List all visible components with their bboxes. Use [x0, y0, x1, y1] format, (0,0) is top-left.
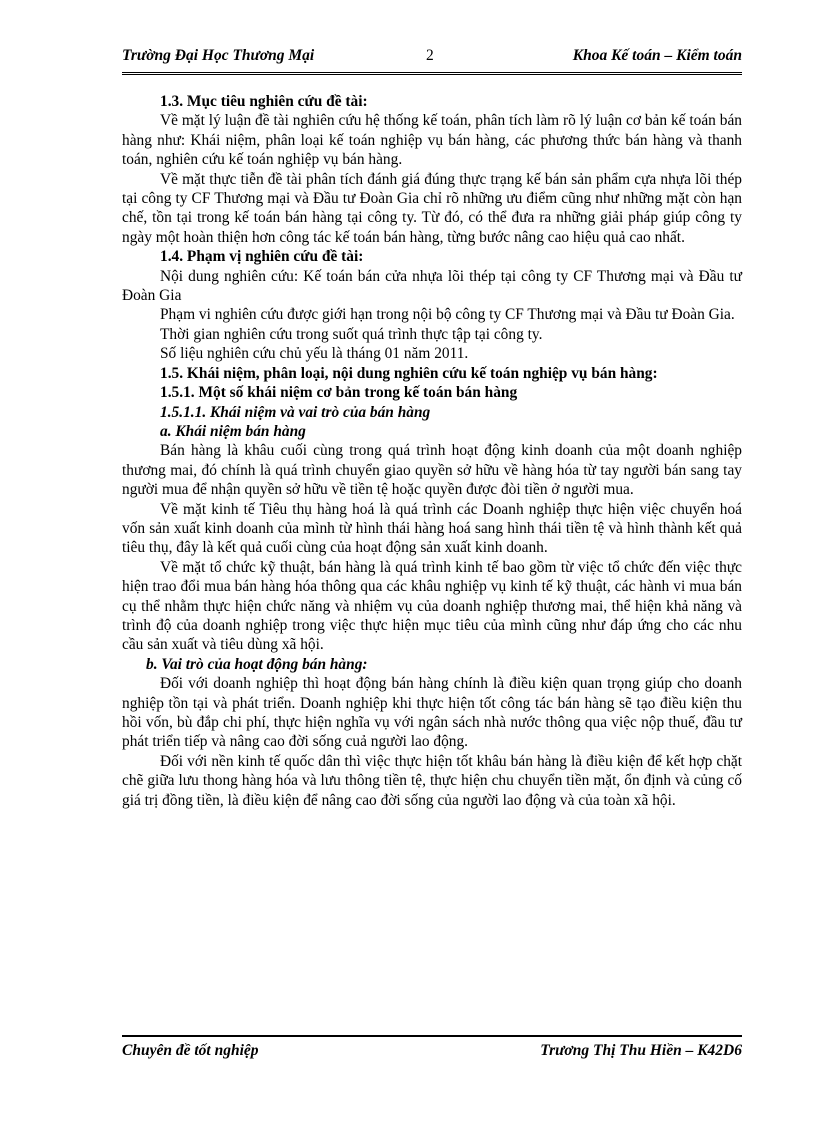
paragraph: Bán hàng là khâu cuối cùng trong quá trình hoạt động kinh doanh của một doanh nghiệp thương mai, đó chính là quá trình chuyển giao quyền sở hữu về hàng hóa từ tay người bán sang tay người mua để nhận quyền sở hữu về tiền tệ hoặc quyền được đòi tiền ở người mua. [122, 442, 742, 499]
page-number: 2 [426, 47, 434, 64]
page-footer [122, 1042, 742, 1064]
paragraph: Phạm vi nghiên cứu được giới hạn trong nội bộ công ty CF Thương mại và Đầu tư Đoàn Gia. [160, 306, 735, 324]
page-header [122, 47, 742, 69]
section-1-5-title: 1.5. Khái niệm, phân loại, nội dung nghiên cứu kế toán nghiệp vụ bán hàng: [160, 364, 658, 382]
document-body [122, 92, 742, 810]
section-1-5-1-title: 1.5.1. Một số khái niệm cơ bản trong kế toán bán hàng [160, 384, 518, 402]
section-1-5-1-1-title: 1.5.1.1. Khái niệm và vai trò của bán hàng [160, 403, 431, 421]
header-faculty: Khoa Kế toán – Kiểm toán [572, 47, 742, 64]
footer-document-type: Chuyên đề tốt nghiệp [122, 1042, 259, 1059]
section-1-3-title: 1.3. Mục tiêu nghiên cứu đề tài: [160, 93, 368, 110]
paragraph: Về mặt thực tiễn đề tài phân tích đánh giá đúng thực trạng kế bán sản phẩm cựa nhựa lõi thép tại công ty CF Thương mại và Đầu tư Đoàn Gia chỉ rõ những ưu điểm cũng như những mặt còn hạn chế, tồn tại trong kế toán bán hàng tại công ty. Từ đó, có thể đưa ra những giải pháp giúp công ty ngày một hoàn thiện hơn công tác kế toán bán hàng, từng bước nâng cao hiệu quả cao nhất. [122, 170, 742, 246]
paragraph: Thời gian nghiên cứu trong suốt quá trình thực tập tại công ty. [160, 325, 543, 343]
paragraph: Đối với doanh nghiệp thì hoạt động bán hàng chính là điều kiện quan trọng giúp cho doanh nghiệp tồn tại và phát triển. Doanh nghiệp khi thực hiện tốt công tác bán hàng sẽ tạo điều kiện thu hồi vốn, bù đắp chi phí, thực hiện nghĩa vụ với ngân sách nhà nước thông qua việc nộp thuế, đầu tư phát triển tiếp và nâng cao đời sống cuả người lao động. [122, 675, 742, 751]
header-university: Trường Đại Học Thương Mại [122, 47, 315, 64]
paragraph: Số liệu nghiên cứu chủ yếu là tháng 01 năm 2011. [160, 345, 469, 363]
paragraph: Về mặt lý luận đề tài nghiên cứu hệ thống kế toán, phân tích làm rõ lý luận cơ bản kế toán bán hàng như: Khái niệm, phân loại kế toán nghiệp vụ bán hàng, các phương thức bán hàng và thanh toán, nghiên cứu kế toán nghiệp vụ bán hàng. [122, 112, 742, 169]
header-rule [122, 72, 742, 75]
footer-rule [122, 1035, 742, 1037]
paragraph: Về mặt tổ chức kỹ thuật, bán hàng là quá trình kinh tế bao gồm từ việc tổ chức đến việc thực hiện trao đổi mua bán hàng hóa thông qua các khâu nghiệp vụ kinh tế kỹ thuật, các hành vi mua bán cụ thể nhằm thực hiện chức năng và nhiệm vụ của doanh nghiệp thương mai, thể hiện khả năng và trình độ của doanh nghiệp trong việc thực hiện mục tiêu của mình cũng như đáp ứng cho các nhu cầu sản xuất và tiêu dùng xã hội. [122, 558, 742, 654]
paragraph: Đối với nền kinh tế quốc dân thì việc thực hiện tốt khâu bán hàng là điều kiện để kết hợp chặt chẽ giữa lưu thong hàng hóa và lưu thông tiền tệ, thực hiện chu chuyển tiền mặt, ổn định và củng cố giá trị đồng tiền, là điều kiện để nâng cao đời sống của người lao động và của toàn xã hội. [122, 752, 742, 809]
section-b-title: b. Vai trò của hoạt động bán hàng: [146, 655, 368, 673]
paragraph: Về mặt kinh tế Tiêu thụ hàng hoá là quá trình các Doanh nghiệp thực hiện việc chuyển hoá vốn sản xuất kinh doanh của mình từ hình thái hàng hoá sang hình thái tiền tệ và hình thành kết quả tiêu thụ, đây là kết quả cuối cùng của hoạt động sản xuất kinh doanh. [122, 500, 742, 557]
section-1-4-title: 1.4. Phạm vị nghiên cứu đề tài: [160, 248, 364, 266]
paragraph: Nội dung nghiên cứu: Kế toán bán cửa nhựa lõi thép tại công ty CF Thương mại và Đầu tư Đoàn Gia [122, 267, 742, 305]
footer-author: Trương Thị Thu Hiền – K42D6 [540, 1042, 742, 1059]
section-a-title: a. Khái niệm bán hàng [160, 422, 306, 440]
